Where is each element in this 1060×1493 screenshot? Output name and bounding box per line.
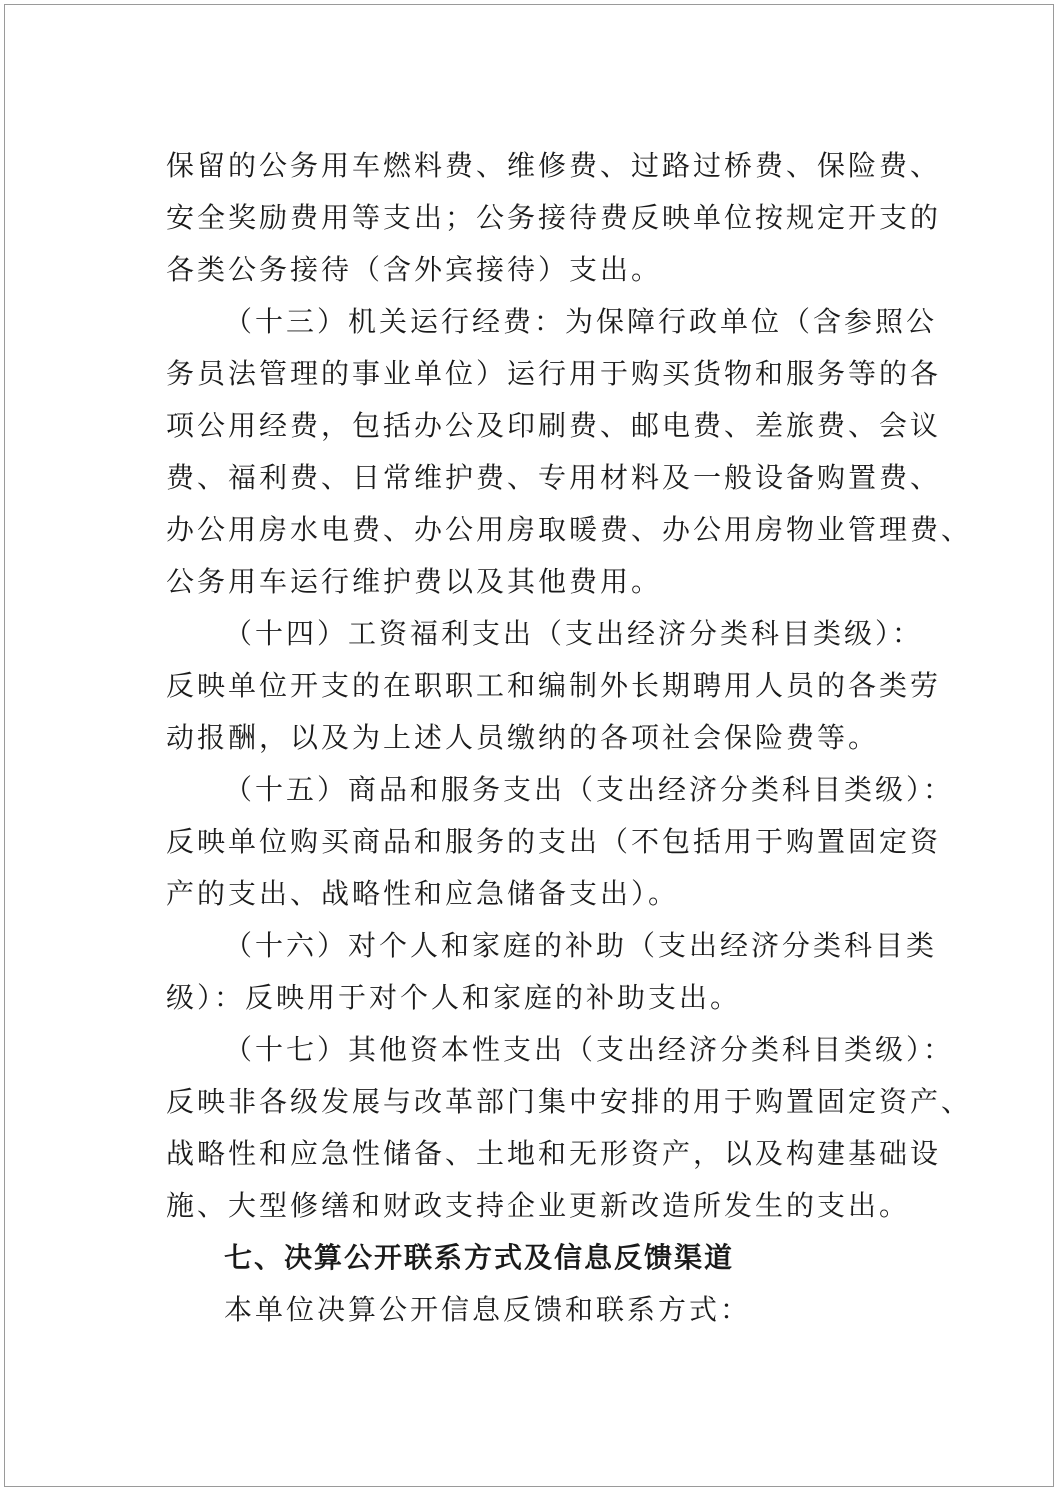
paragraph-15 bbox=[166, 764, 955, 920]
text-line: 反映单位购买商品和服务的支出（不包括用于购置固定资 bbox=[166, 825, 942, 858]
paragraph-14 bbox=[166, 608, 942, 764]
text-line: （十六）对个人和家庭的补助（支出经济分类科目类 bbox=[224, 929, 938, 962]
text-line: （十七）其他资本性支出（支出经济分类科目类级）： bbox=[224, 1033, 955, 1066]
text-line: 各类公务接待（含外宾接待）支出。 bbox=[166, 253, 663, 286]
text-line: 安全奖励费用等支出；公务接待费反映单位按规定开支的 bbox=[166, 201, 942, 234]
document-body bbox=[166, 140, 973, 1336]
text-line: 反映单位开支的在职职工和编制外长期聘用人员的各类劳 bbox=[166, 669, 942, 702]
text-line: 办公用房水电费、办公用房取暖费、办公用房物业管理费、 bbox=[166, 513, 973, 546]
text-line: 反映非各级发展与改革部门集中安排的用于购置固定资产、 bbox=[166, 1085, 973, 1118]
contact-intro-line: 本单位决算公开信息反馈和联系方式： bbox=[224, 1293, 752, 1326]
text-line: 战略性和应急性储备、土地和无形资产，以及构建基础设 bbox=[166, 1137, 942, 1170]
text-line: 产的支出、战略性和应急储备支出）。 bbox=[166, 877, 680, 910]
text-line: 保留的公务用车燃料费、维修费、过路过桥费、保险费、 bbox=[166, 149, 942, 182]
text-line: （十四）工资福利支出（支出经济分类科目类级）： bbox=[224, 617, 924, 650]
text-line: 级）：反映用于对个人和家庭的补助支出。 bbox=[166, 981, 742, 1014]
text-line: 务员法管理的事业单位）运行用于购买货物和服务等的各 bbox=[166, 357, 942, 390]
section-heading: 七、决算公开联系方式及信息反馈渠道 bbox=[224, 1241, 735, 1274]
text-line: 公务用车运行维护费以及其他费用。 bbox=[166, 565, 663, 598]
paragraph-17 bbox=[166, 1024, 973, 1232]
text-line: （十三）机关运行经费：为保障行政单位（含参照公 bbox=[224, 305, 938, 338]
text-line: 动报酬，以及为上述人员缴纳的各项社会保险费等。 bbox=[166, 721, 880, 754]
paragraph-12-tail bbox=[166, 140, 942, 296]
paragraph-16 bbox=[166, 920, 938, 1024]
text-line: 费、福利费、日常维护费、专用材料及一般设备购置费、 bbox=[166, 461, 942, 494]
text-line: 项公用经费，包括办公及印刷费、邮电费、差旅费、会议 bbox=[166, 409, 942, 442]
text-line: 施、大型修缮和财政支持企业更新改造所发生的支出。 bbox=[166, 1189, 911, 1222]
text-line: （十五）商品和服务支出（支出经济分类科目类级）： bbox=[224, 773, 955, 806]
paragraph-13 bbox=[166, 296, 973, 608]
